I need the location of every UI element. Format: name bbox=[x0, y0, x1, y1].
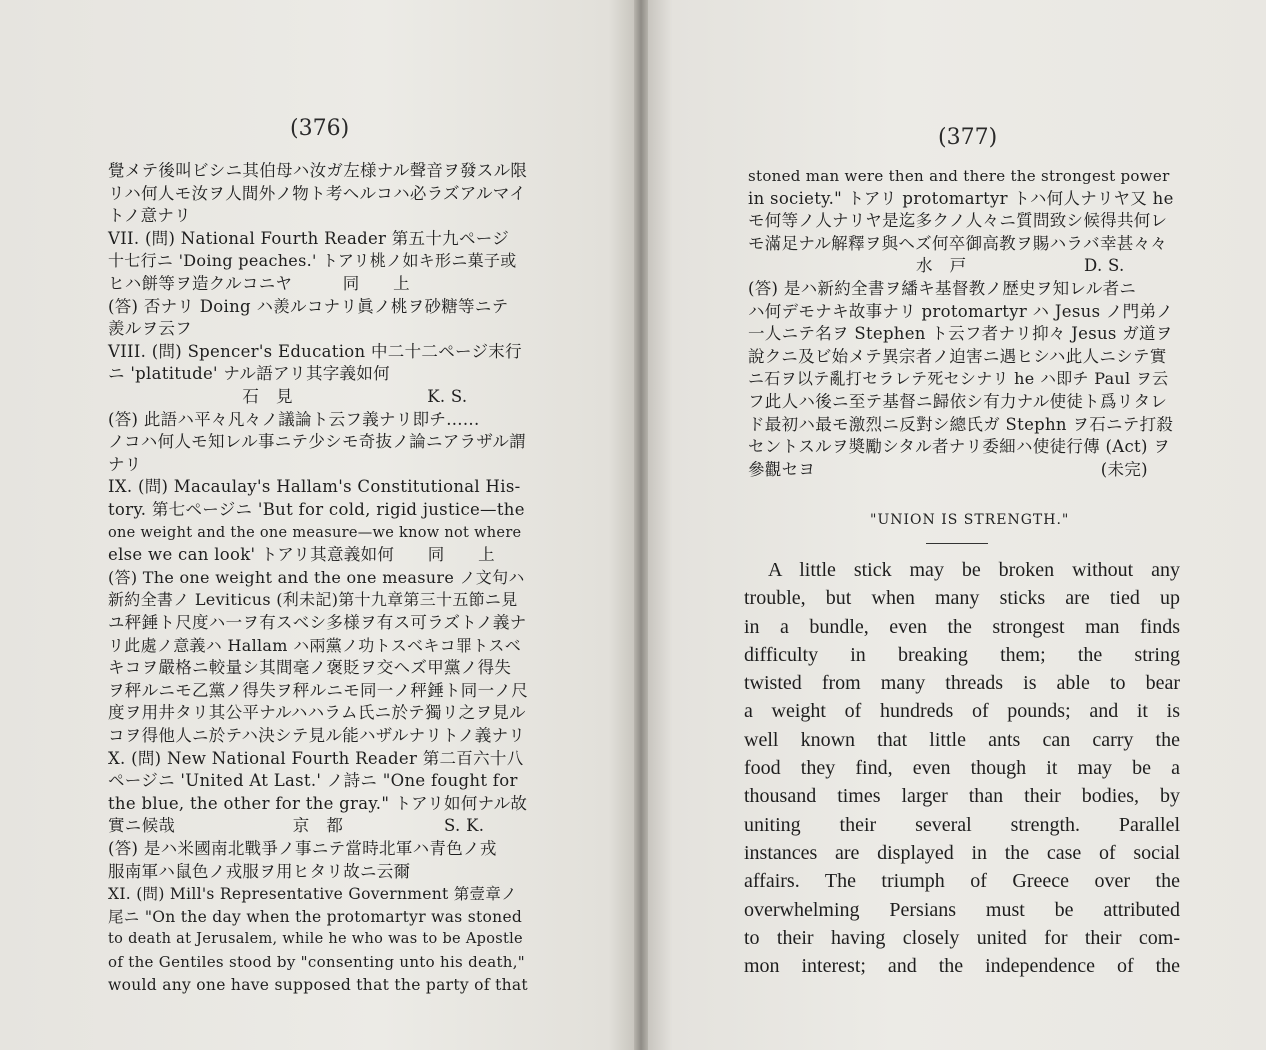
text-line: ユ秤錘ト尺度ハ一ヲ有スベシ多様ヲ有ス可ラズトノ義ナ bbox=[108, 613, 527, 632]
essay-line: food they find, even though it may be a bbox=[744, 757, 1180, 780]
text-line: ヲ秤ルニモ乙黨ノ得失ヲ秤ルニモ同一ノ秤錘ト同一ノ尺 bbox=[108, 680, 528, 700]
text-line: to death at Jerusalem, while he who was to be Apostle bbox=[108, 931, 523, 948]
text-line: ニ石ヲ以テ亂打セラレテ死セシナリ he ハ即チ Paul ヲ云 bbox=[748, 369, 1169, 389]
text-line: ニ 'platitude' ナル語アリ其字義如何 bbox=[108, 364, 390, 384]
text-line: 新約全書ノ Leviticus (利未記)第十九章第三十五節ニ見 bbox=[108, 590, 518, 610]
text-line: 羨ルヲ云フ bbox=[108, 319, 192, 339]
text-line: (答) 是ハ米國南北戰爭ノ事ニテ當時北軍ハ青色ノ戎 bbox=[108, 839, 497, 858]
essay-line: A little stick may be broken without any bbox=[768, 559, 1180, 581]
text-line: else we can look' トアリ其意義如何 同 上 bbox=[108, 545, 495, 565]
text-line: モ何等ノ人ナリヤ是迄多クノ人々ニ質問致シ候得共何レ bbox=[748, 211, 1168, 231]
text-line: 十七行ニ 'Doing peaches.' トアリ桃ノ如キ形ニ菓子或 bbox=[108, 251, 517, 271]
text-line: ナリ bbox=[108, 454, 142, 474]
text-line: 一人ニテ名ヲ Stephen ト云フ者ナリ抑々 Jesus ガ道ヲ bbox=[748, 324, 1173, 344]
text-line: XI. (問) Mill's Representative Government 第壹章ノ bbox=[108, 885, 517, 904]
essay-heading: "UNION IS STRENGTH." bbox=[870, 512, 1070, 528]
text-line: リ此處ノ意義ハ Hallam ハ兩黨ノ功トスベキコ罪トスベ bbox=[108, 635, 521, 655]
text-line: キコヲ嚴格ニ較量シ其間毫ノ褒貶ヲ交ヘズ甲黨ノ得失 bbox=[108, 658, 512, 678]
text-line: (答) 是ハ新約全書ヲ繙キ基督教ノ歴史ヲ知レル者ニ bbox=[748, 279, 1137, 298]
essay-line: well known that little ants can carry the bbox=[744, 728, 1180, 751]
text-line: 度ヲ用井タリ其公平ナルハハラム氏ニ於テ獨リ之ヲ見ル bbox=[108, 703, 526, 723]
essay-line: uniting their several strength. Parallel bbox=[744, 813, 1180, 836]
text-line: 石 見 K. S. bbox=[108, 387, 468, 406]
text-line: 水 戸 D. S. bbox=[748, 256, 1125, 276]
essay-line: to their having closely united for their com- bbox=[744, 926, 1180, 949]
page-number-left: (376) bbox=[290, 116, 350, 141]
text-line: フ此人ハ後ニ至テ基督ニ歸依シ有力ナル使徒ト爲リタレ bbox=[748, 392, 1168, 411]
text-line: モ滿足ナル解釋ヲ與ヘズ何卒御高教ヲ賜ハラバ幸甚々々 bbox=[748, 233, 1168, 253]
essay-line: difficulty in breaking them; the string bbox=[744, 643, 1180, 666]
text-line: in society." トアリ protomartyr トハ何人ナリヤ又 he bbox=[748, 188, 1174, 208]
text-line: ハ何デモナキ故事ナリ protomartyr ハ Jesus ノ門弟ノ bbox=[748, 301, 1174, 321]
text-line: ヒハ餅等ヲ造クルコニヤ 同 上 bbox=[108, 274, 410, 293]
essay-line: thousand times larger than their bodies, by bbox=[744, 785, 1180, 808]
essay-body bbox=[744, 556, 1180, 980]
text-line: セントスルヲ奬勵シタル者ナリ委細ハ使徒行傳 (Act) ヲ bbox=[748, 437, 1171, 457]
text-line: (答) The one weight and the one measure ノ文句ハ bbox=[108, 567, 525, 587]
text-line: (答) 此語ハ平々凡々ノ議論ト云フ義ナリ即チ...... bbox=[108, 409, 480, 429]
text-line: the blue, the other for the gray." トアリ如何ナル故 bbox=[108, 793, 528, 813]
essay-line: a weight of hundreds of pounds; and it is bbox=[744, 700, 1180, 723]
text-line: ド最初ハ最モ激烈ニ反對シ總氏ガ Stephn ヲ石ニテ打殺 bbox=[748, 414, 1174, 434]
text-line: リハ何人モ汝ヲ人間外ノ物ト考ヘルコハ必ラズアルマイ bbox=[108, 183, 527, 203]
text-line: VII. (問) National Fourth Reader 第五十九ページ bbox=[108, 228, 510, 248]
essay-line: twisted from many threads is able to bear bbox=[744, 672, 1180, 695]
essay-line: mon interest; and the independence of the bbox=[744, 955, 1180, 978]
text-line: one weight and the one measure—we know not where bbox=[108, 524, 522, 541]
essay-line: overwhelming Persians must be attributed bbox=[744, 898, 1180, 921]
book-gutter bbox=[634, 0, 648, 1050]
text-line: of the Gentiles stood by "consenting unto his death," bbox=[108, 953, 526, 971]
text-line: ページニ 'United At Last.' ノ詩ニ "One fought for bbox=[108, 771, 518, 791]
text-line: VIII. (問) Spencer's Education 中二十二ページ末行 bbox=[108, 341, 522, 361]
text-line: 說クニ及ビ始メテ異宗者ノ迫害ニ遇ヒシハ此人ニシテ實 bbox=[748, 346, 1167, 366]
essay-line: in a bundle, even the strongest man finds bbox=[744, 615, 1180, 638]
text-line: IX. (問) Macaulay's Hallam's Constitutional His- bbox=[108, 477, 521, 497]
text-line: 覺メテ後叫ビシニ其伯母ハ汝ガ左様ナル聲音ヲ發スル限 bbox=[108, 161, 528, 180]
text-line: stoned man were then and there the strongest power bbox=[748, 167, 1170, 185]
text-line: コヲ得他人ニ於テハ決シテ見ル能ハザルナリトノ義ナリ bbox=[108, 726, 526, 745]
text-line: tory. 第七ページニ 'But for cold, rigid justice—the bbox=[108, 500, 525, 519]
text-line: 服南軍ハ鼠色ノ戎服ヲ用ヒタリ故ニ云爾 bbox=[108, 861, 411, 881]
text-line: ノコハ何人モ知レル事ニテ少シモ奇抜ノ論ニアラザル謂 bbox=[108, 432, 526, 452]
text-line: 參觀セヨ (未完) bbox=[748, 459, 1148, 479]
heading-rule bbox=[926, 543, 988, 544]
text-line: X. (問) New National Fourth Reader 第二百六十八 bbox=[108, 748, 524, 768]
text-line: would any one have supposed that the party of that bbox=[108, 975, 528, 994]
text-line: トノ意ナリ bbox=[108, 206, 192, 226]
text-line: (答) 否ナリ Doing ハ羨ルコナリ眞ノ桃ヲ砂糖等ニテ bbox=[108, 296, 509, 316]
essay-line: trouble, but when many sticks are tied up bbox=[744, 587, 1180, 610]
essay-line: affairs. The triumph of Greece over the bbox=[744, 870, 1180, 893]
page-number-right: (377) bbox=[938, 125, 998, 150]
text-line: 尾ニ "On the day when the protomartyr was stoned bbox=[108, 907, 523, 926]
text-line: 實ニ候哉 京 都 S. K. bbox=[108, 816, 485, 836]
essay-line: instances are displayed in the case of social bbox=[744, 841, 1180, 864]
